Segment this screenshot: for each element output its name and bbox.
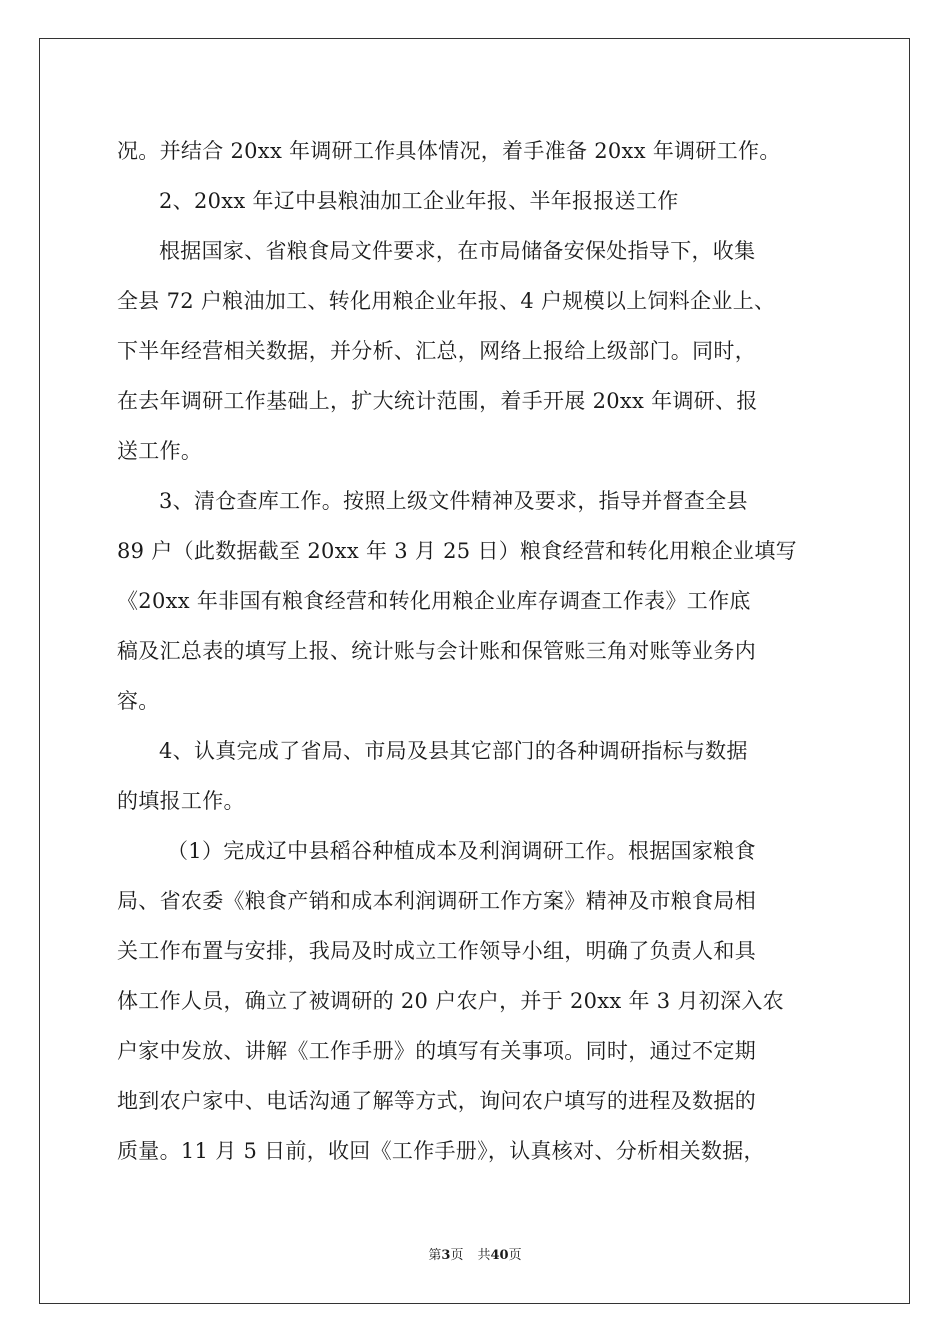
text-line: 稿及汇总表的填写上报、统计账与会计账和保管账三角对账等业务内 xyxy=(117,639,756,663)
text-line: 4、认真完成了省局、市局及县其它部门的各种调研指标与数据 xyxy=(159,739,748,763)
text-line: （1）完成辽中县稻谷种植成本及利润调研工作。根据国家粮食 xyxy=(167,839,756,863)
text-line: 89 户（此数据截至 20xx 年 3 月 25 日）粮食经营和转化用粮企业填写 xyxy=(117,539,797,563)
page-footer xyxy=(0,1246,950,1266)
total-page-count: 40 xyxy=(490,1248,509,1263)
text-line: 体工作人员，确立了被调研的 20 户农户，并于 20xx 年 3 月初深入农 xyxy=(117,989,784,1013)
text-line: 在去年调研工作基础上，扩大统计范围，着手开展 20xx 年调研、报 xyxy=(117,389,758,413)
footer-page-suffix: 页 xyxy=(450,1248,464,1263)
text-line: 户家中发放、讲解《工作手册》的填写有关事项。同时，通过不定期 xyxy=(117,1039,756,1063)
text-line: 局、省农委《粮食产销和成本利润调研工作方案》精神及市粮食局相 xyxy=(117,889,756,913)
text-line: 送工作。 xyxy=(117,439,203,463)
text-line: 3、清仓查库工作。按照上级文件精神及要求，指导并督查全县 xyxy=(159,489,748,513)
footer-prefix: 第 xyxy=(428,1248,442,1263)
text-line: 关工作布置与安排，我局及时成立工作领导小组，明确了负责人和具 xyxy=(117,939,756,963)
footer-total-prefix: 共 xyxy=(477,1248,491,1263)
text-line: 容。 xyxy=(117,689,160,713)
footer-total-suffix: 页 xyxy=(508,1248,522,1263)
text-line: 地到农户家中、电话沟通了解等方式，询问农户填写的进程及数据的 xyxy=(117,1089,756,1113)
document-body xyxy=(117,126,833,1176)
text-line: 质量。11 月 5 日前，收回《工作手册》，认真核对、分析相关数据， xyxy=(117,1139,765,1163)
text-line: 全县 72 户粮油加工、转化用粮企业年报、4 户规模以上饲料企业上、 xyxy=(117,289,776,313)
section-heading: 2、20xx 年辽中县粮油加工企业年报、半年报报送工作 xyxy=(159,189,679,213)
text-line: 根据国家、省粮食局文件要求，在市局储备安保处指导下，收集 xyxy=(159,239,756,263)
current-page-number: 3 xyxy=(441,1248,451,1263)
text-line: 下半年经营相关数据，并分析、汇总，网络上报给上级部门。同时， xyxy=(117,339,756,363)
text-line: 况。并结合 20xx 年调研工作具体情况，着手准备 20xx 年调研工作。 xyxy=(117,139,781,163)
text-line: 的填报工作。 xyxy=(117,789,245,813)
text-line: 《20xx 年非国有粮食经营和转化用粮企业库存调查工作表》工作底 xyxy=(117,589,751,613)
